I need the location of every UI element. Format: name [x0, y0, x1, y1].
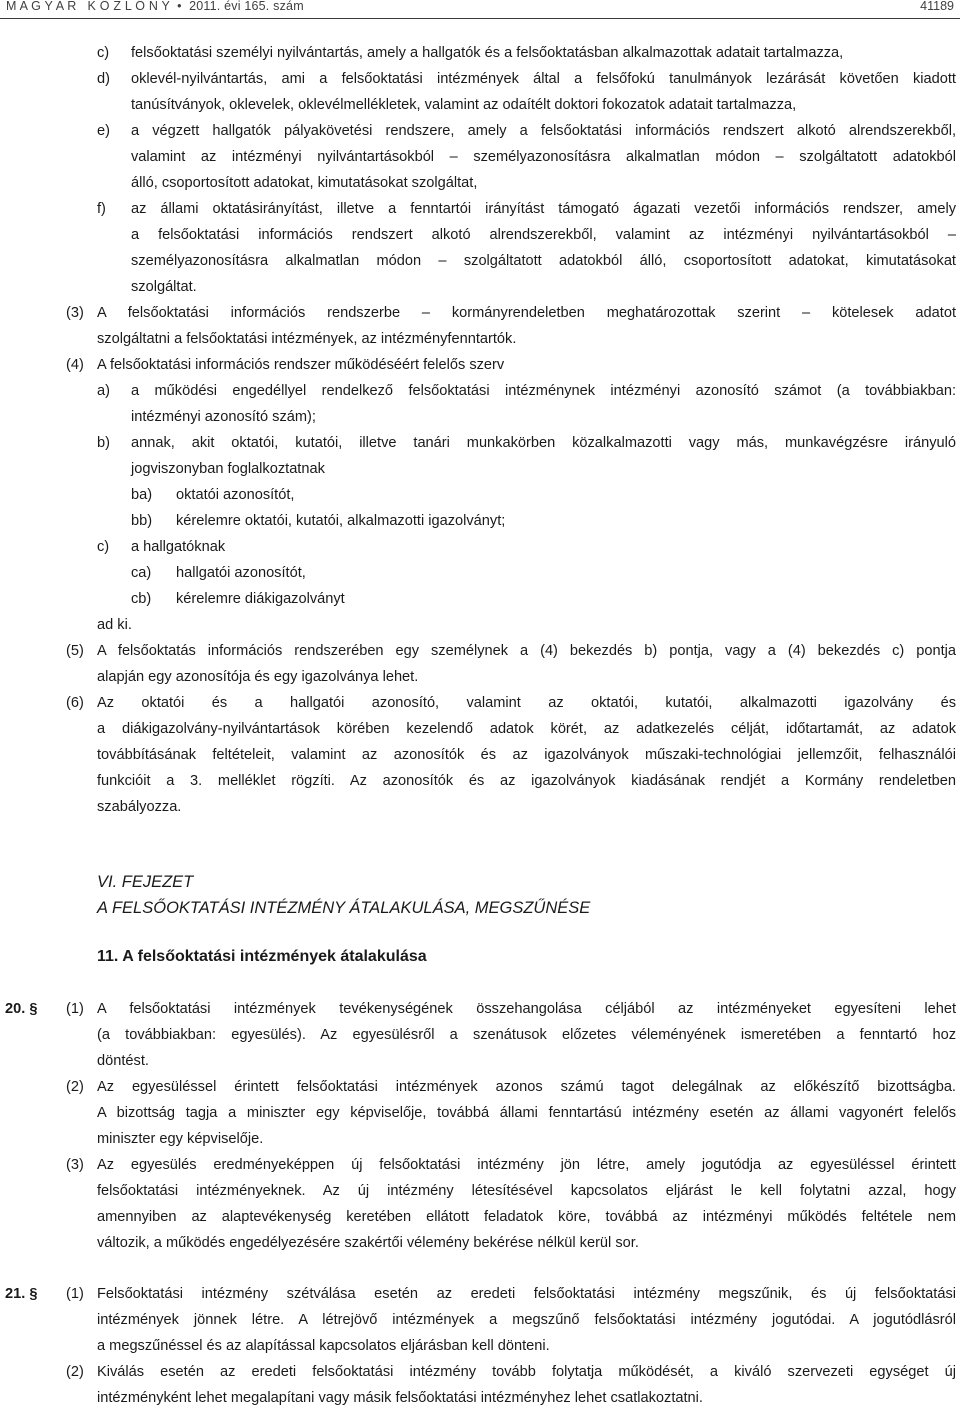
paragraph-line: intézményként lehet megalapítani vagy másik felsőoktatási intézményhez lehet csatlakoztatni.: [97, 1390, 703, 1406]
paragraph-line: A felsőoktatás információs rendszerében egy személynek a (4) bekezdés b) pontja, vagy a (4) bekezdés c) pontja: [97, 643, 956, 659]
paragraph-line: miniszter egy képviselője.: [97, 1131, 264, 1147]
item-line: a hallgatóknak: [131, 539, 226, 555]
paragraph-line: A felsőoktatási információs rendszer működéséért felelős szerv: [97, 357, 505, 373]
item-label: f): [97, 201, 106, 217]
journal-title: M A G Y A R K Ö Z L Ö N Y • 2011. évi 165. szám: [6, 0, 304, 13]
item-line: oklevél-nyilvántartás, ami a felsőoktatási intézmények által a felsőfokú tanulmányok lezárását követően kiadott: [131, 71, 956, 87]
paragraph-line: változik, a működés engedélyezésére szakértői vélemény bekérése nélkül kerül sor.: [97, 1235, 639, 1251]
paragraph-label: (1): [66, 1286, 84, 1302]
paragraph-label: (6): [66, 695, 84, 711]
paragraph-line: funkcióit a 3. melléklet rögzíti. Az azonosítók és az igazolványok kiadásának rendjét a Kormány rendeletben: [97, 773, 956, 789]
page-header: [0, 0, 960, 19]
paragraph-line: Az oktatói és a hallgatói azonosító, valamint az oktatói, kutatói, alkalmazotti igazolvány és: [97, 695, 956, 711]
item-label: a): [97, 383, 110, 399]
subitem-label: cb): [131, 591, 152, 607]
item-line: az állami oktatásirányítást, illetve a fenntartói irányítást támogató ágazati vezetői információs rendszer, amely: [131, 201, 956, 217]
paragraph-label: (1): [66, 1001, 84, 1017]
paragraph-label: (4): [66, 357, 84, 373]
paragraph-line: A bizottság tagja a miniszter egy képviselője, továbbá állami fenntartású intézmény esetén az állami vagyonért felelős: [97, 1105, 956, 1121]
subitem-line: kérelemre diákigazolványt: [176, 591, 345, 607]
item-line: szolgáltat.: [131, 279, 197, 295]
paragraph-line: amennyiben az alaptevékenység keretében ellátott feladatok köre, továbbá az intézményi működés feltétele nem: [97, 1209, 956, 1225]
paragraph-closing: ad ki.: [97, 617, 132, 633]
paragraph-line: Kiválás esetén az eredeti felsőoktatási intézmény tovább folytatja működését, a kiváló szervezeti egységet új: [97, 1364, 956, 1380]
item-line: jogviszonyban foglalkoztatnak: [131, 461, 325, 477]
item-line: tanúsítványok, oklevelek, oklevélmellékletek, valamint az odaítélt doktori fokozatok adatait tartalmazza,: [131, 97, 797, 113]
item-label: c): [97, 45, 110, 61]
paragraph-line: döntést.: [97, 1053, 149, 1069]
paragraph-label: (5): [66, 643, 84, 659]
subitem-line: kérelemre oktatói, kutatói, alkalmazotti igazolványt;: [176, 513, 506, 529]
item-label: e): [97, 123, 110, 139]
item-line: a felsőoktatási információs rendszert alkotó alrendszerekből, valamint az intézményi nyilvántartásokból –: [131, 227, 956, 243]
item-line: felsőoktatási személyi nyilvántartás, amely a hallgatók és a felsőoktatásban alkalmazottak adatait tartalmazza,: [131, 45, 844, 61]
paragraph-line: alapján egy azonosítója és egy igazolványa lehet.: [97, 669, 419, 685]
item-label: c): [97, 539, 110, 555]
section-title: 11. A felsőoktatási intézmények átalakulása: [97, 948, 427, 965]
item-label: d): [97, 71, 110, 87]
paragraph-line: Felsőoktatási intézmény szétválása esetén az eredeti felsőoktatási intézmény megszűnik, és új felsőoktatási: [97, 1286, 956, 1302]
subitem-label: bb): [131, 513, 153, 529]
item-line: álló, csoportosított adatokat, kimutatásokat szolgáltat,: [131, 175, 478, 191]
paragraph-line: szolgáltatni a felsőoktatási intézmények, az intézményfenntartók.: [97, 331, 517, 347]
item-label: b): [97, 435, 110, 451]
article-number: 20. §: [5, 1001, 38, 1017]
article-number: 21. §: [5, 1286, 38, 1302]
paragraph-label: (2): [66, 1364, 84, 1380]
paragraph-line: (a továbbiakban: egyesülés). Az egyesülésről a szenátusok előzetes véleményének ismeretében a fenntartó hoz: [97, 1027, 956, 1043]
paragraph-line: Az egyesülés eredményeképpen új felsőoktatási intézmény jön létre, amely jogutódja az egyesüléssel érintett: [97, 1157, 956, 1173]
chapter-number: VI. FEJEZET: [97, 873, 194, 891]
paragraph-line: intézmények jönnek létre. A létrejövő intézmények a megszűnő felsőoktatási intézmény jogutódai. A jogutódlásról: [97, 1312, 956, 1328]
paragraph-line: Az egyesüléssel érintett felsőoktatási intézmények azonos számú tagot delegálnak az előkészítő bizottságba.: [97, 1079, 956, 1095]
item-line: valamint az intézményi nyilvántartásokból – személyazonosításra alkalmatlan módon – szolgáltatott adatokból: [131, 149, 956, 165]
chapter-title: A FELSŐOKTATÁSI INTÉZMÉNY ÁTALAKULÁSA, MEGSZŰNÉSE: [97, 899, 591, 917]
paragraph-line: felsőoktatási intézményeknek. Az új intézmény létesítésével kapcsolatos eljárást le kell folytatni azzal, hogy: [97, 1183, 956, 1199]
item-line: személyazonosításra alkalmatlan módon – szolgáltatott adatokból álló, csoportosított adatokat, kimutatásokat: [131, 253, 956, 269]
subitem-line: oktatói azonosítót,: [176, 487, 295, 503]
paragraph-label: (2): [66, 1079, 84, 1095]
item-line: intézményi azonosító szám);: [131, 409, 316, 425]
subitem-label: ca): [131, 565, 152, 581]
paragraph-label: (3): [66, 1157, 84, 1173]
paragraph-line: A felsőoktatási intézmények tevékenységének összehangolása céljából az intézményeket egyesíteni lehet: [97, 1001, 956, 1017]
paragraph-line: a megszűnéssel és az alapítással kapcsolatos eljárásban kell dönteni.: [97, 1338, 550, 1354]
paragraph-line: a diákigazolvány-nyilvántartások körében kezelendő adatok körét, az adatkezelés célját, időtartamát, az adatok: [97, 721, 956, 737]
paragraph-line: szabályozza.: [97, 799, 182, 815]
paragraph-label: (3): [66, 305, 84, 321]
subitem-line: hallgatói azonosítót,: [176, 565, 306, 581]
item-line: a végzett hallgatók pályakövetési rendszere, amely a felsőoktatási információs rendszert alkotó alrendszerekből,: [131, 123, 956, 139]
paragraph-line: A felsőoktatási információs rendszerbe – kormányrendeletben meghatározottak szerint – kötelesek adatot: [97, 305, 956, 321]
page-number: 41189: [920, 0, 954, 13]
paragraph-line: továbbításának feltételeit, valamint az azonosítók és az igazolványok műszaki-technológiai jellemzőit, felhasználói: [97, 747, 956, 763]
item-line: annak, akit oktatói, kutatói, illetve tanári munkakörben közalkalmazotti vagy más, munkavégzésre irányuló: [131, 435, 956, 451]
subitem-label: ba): [131, 487, 153, 503]
item-line: a működési engedéllyel rendelkező felsőoktatási intézménynek intézményi azonosító számot (a továbbiakban:: [131, 383, 956, 399]
